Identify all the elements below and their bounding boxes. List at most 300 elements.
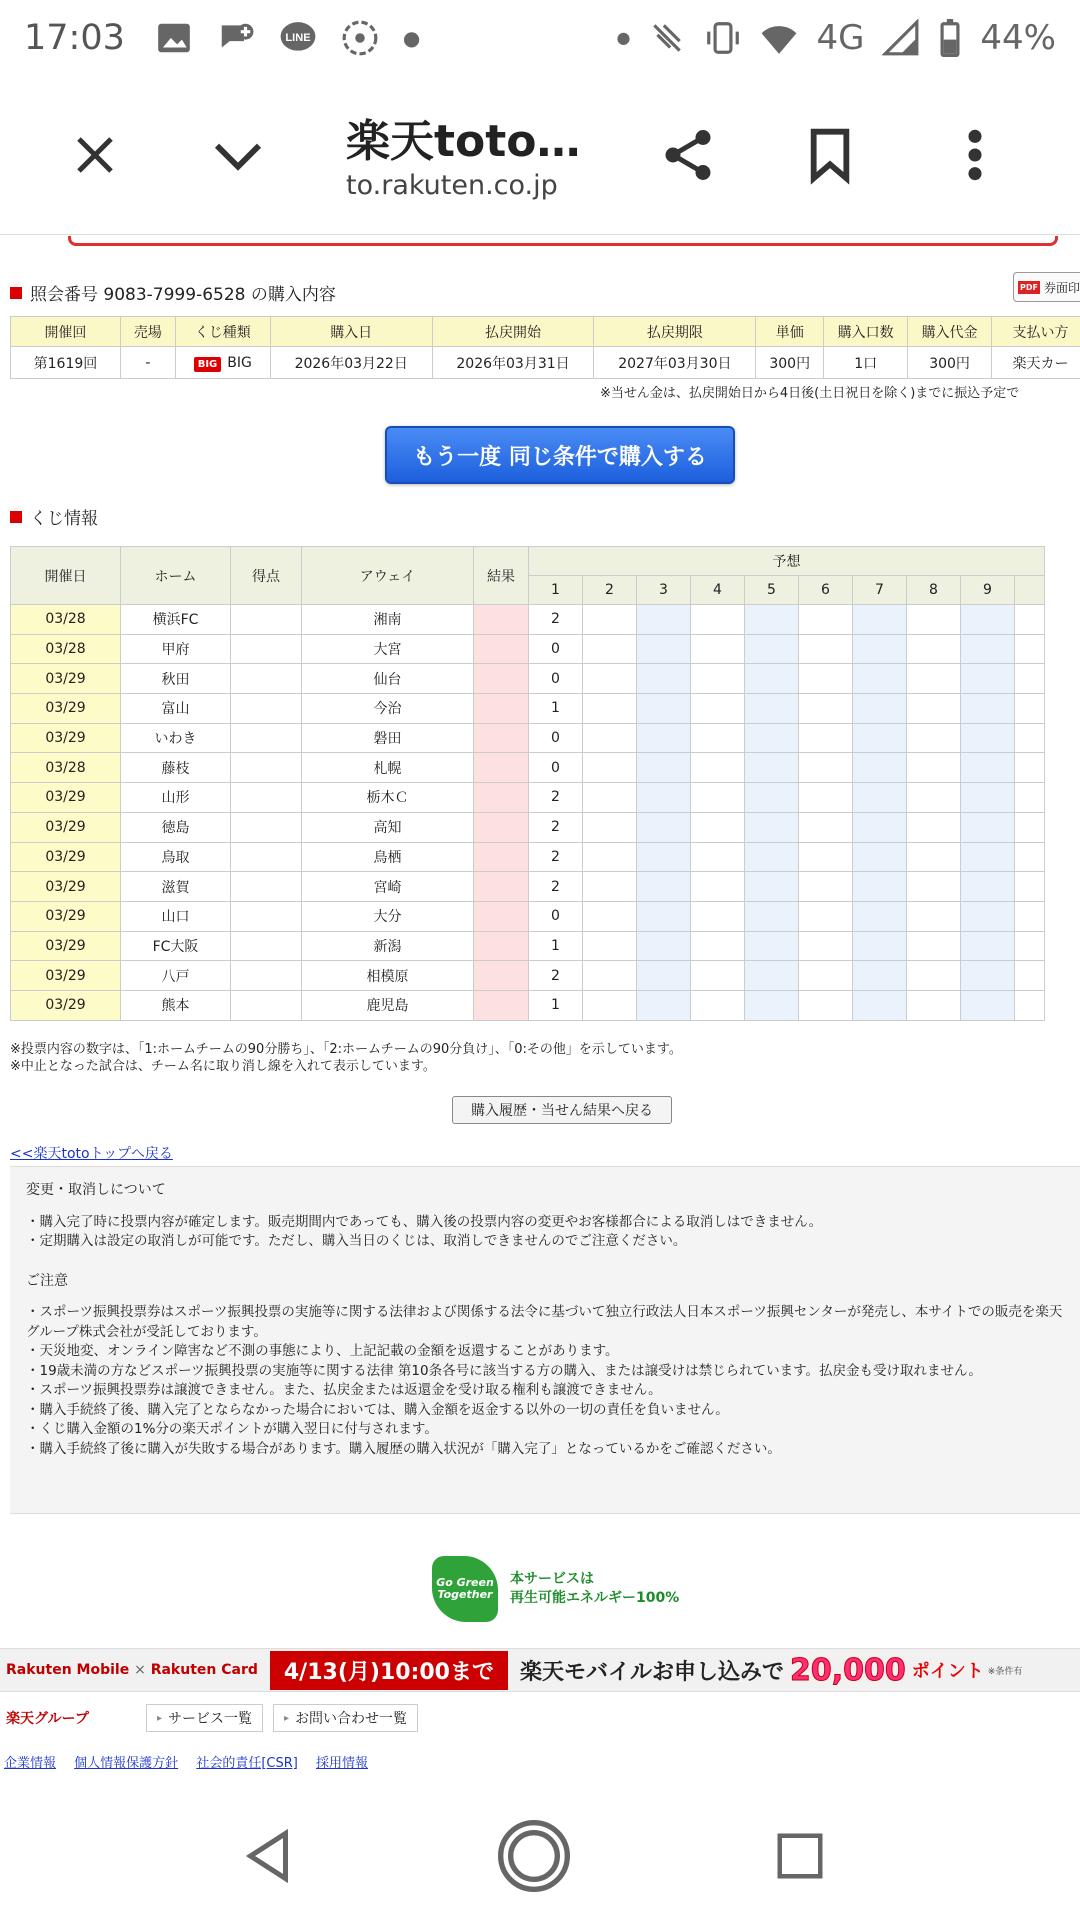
brand-sep: × [134,1662,146,1678]
type-label: BIG [227,354,252,371]
prediction-slot-9 [961,961,1015,991]
note-line: ※投票内容の数字は、「1:ホームチームの90分勝ち」、「2:ホームチームの90分負け」、「0:その他」を示しています。 [10,1042,682,1057]
col-header: 購入代金 [908,317,992,347]
match-date: 03/28 [11,753,121,783]
prediction-slot-7 [853,901,907,931]
col-header: 購入口数 [824,317,908,347]
prediction-slot-6 [799,872,853,902]
away-team: 札幌 [302,753,474,783]
prediction-slot-extra [1015,723,1045,753]
prediction-slot-1: 0 [529,634,583,664]
away-team: 大宮 [302,634,474,664]
col-header: 単価 [756,317,824,347]
line-app-icon [279,19,317,57]
prediction-slot-9 [961,634,1015,664]
close-icon [71,131,119,179]
prediction-slot-2 [583,990,637,1020]
prediction-slot-extra [1015,812,1045,842]
prediction-slot-9 [961,664,1015,694]
match-row [11,634,1045,664]
prediction-slot-3 [637,812,691,842]
home-team: 横浜FC [121,605,231,635]
prediction-slot-5 [745,812,799,842]
more-menu-button[interactable] [935,115,1015,195]
signal-icon [882,19,920,57]
prediction-notes [10,1041,682,1075]
info-item: ・天災地変、オンライン障害など不測の事態により、上記記載の金額を返還することがあります。 [26,1343,619,1359]
prediction-slot-5 [745,664,799,694]
lottery-heading-text: くじ情報 [30,509,98,529]
prediction-slot-5 [745,901,799,931]
home-team: 藤枝 [121,753,231,783]
match-date: 03/28 [11,634,121,664]
prediction-slot-3 [637,694,691,724]
footer-link[interactable]: 個人情報保護方針 [74,1756,179,1771]
prediction-slot-1: 2 [529,783,583,813]
prediction-slot-4 [691,753,745,783]
note-line: ※中止となった試合は、チーム名に取り消し線を入れて表示しています。 [10,1059,436,1074]
prediction-slot-6 [799,990,853,1020]
home-nav-button[interactable] [494,1816,574,1896]
chat-add-icon [217,19,255,57]
prediction-slot-7 [853,664,907,694]
prediction-slot-8 [907,842,961,872]
prediction-slot-extra [1015,694,1045,724]
prediction-slot-2 [583,901,637,931]
prediction-slot-7 [853,812,907,842]
match-date: 03/29 [11,842,121,872]
match-date: 03/29 [11,664,121,694]
contact-list-button[interactable]: ▸ お問い合わせ一覧 [273,1704,418,1732]
match-row [11,931,1045,961]
home-team: FC大阪 [121,931,231,961]
recents-nav-button[interactable] [760,1816,840,1896]
pdf-ticket-button[interactable] [1013,272,1080,302]
home-team: 熊本 [121,990,231,1020]
prediction-slot-extra [1015,872,1045,902]
prediction-slot-6 [799,634,853,664]
match-row [11,872,1045,902]
prediction-slot-3 [637,634,691,664]
prediction-slot-3 [637,605,691,635]
info-item: ・定期購入は設定の取消しが可能です。ただし、購入当日のくじは、取消しできませんのでご注意ください。 [26,1233,687,1249]
prediction-slot-5 [745,872,799,902]
prediction-slot-4 [691,723,745,753]
recents-square-icon [773,1829,827,1883]
more-vert-icon [965,127,985,183]
rebuy-button[interactable]: もう一度 同じ条件で購入する [385,426,735,484]
home-team: 滋賀 [121,872,231,902]
prediction-slot-6 [799,723,853,753]
promo-banner[interactable] [0,1648,1080,1692]
page-title: 楽天toto… [346,116,581,167]
prediction-slot-3 [637,931,691,961]
prediction-header: 予想 [529,547,1045,576]
prediction-slot-extra [1015,664,1045,694]
prediction-slot-1: 2 [529,605,583,635]
back-nav-button[interactable] [228,1816,308,1896]
prediction-slot-4 [691,842,745,872]
prediction-slot-6 [799,694,853,724]
away-team: 今治 [302,694,474,724]
amount-cell: 300円 [908,347,992,379]
home-team: 甲府 [121,634,231,664]
browser-toolbar [0,75,1080,235]
prediction-slot-9 [961,723,1015,753]
score-cell [231,901,302,931]
score-cell [231,872,302,902]
home-team: 鳥取 [121,842,231,872]
banner-points: 20,000 [790,1652,906,1688]
away-team: 新潟 [302,931,474,961]
result-header: 結果 [474,547,529,605]
lottery-heading [10,504,98,529]
footer-link[interactable]: 採用情報 [315,1756,368,1771]
prediction-slot-4 [691,605,745,635]
banner-date: 4/13(月)10:00まで [270,1651,508,1690]
prediction-slot-4 [691,664,745,694]
minimize-button[interactable] [198,115,278,195]
pdf-button-label: 券面印 [1043,280,1080,295]
away-team: 湘南 [302,605,474,635]
match-row [11,723,1045,753]
prediction-slot-9 [961,605,1015,635]
away-team: 仙台 [302,664,474,694]
match-date: 03/29 [11,990,121,1020]
caution-title: ご注意 [26,1272,68,1289]
info-item: ・購入手続終了後、購入完了とならなかった場合においては、購入金額を返金する以外の一切の責任を負いません。 [26,1401,729,1418]
score-cell [231,605,302,635]
dot-icon: ● [402,25,421,50]
system-nav-bar [0,1786,1080,1920]
home-team: いわき [121,723,231,753]
score-cell [231,723,302,753]
prediction-slot-9 [961,842,1015,872]
prediction-slot-2 [583,753,637,783]
prediction-slot-7 [853,842,907,872]
units-cell: 1口 [824,347,908,379]
rakuten-group-label: 楽天グループ [6,1711,89,1727]
chevron-down-icon [210,127,266,183]
slot-header: 1 [529,576,583,605]
away-team: 大分 [302,901,474,931]
match-date: 03/29 [11,723,121,753]
prediction-slot-7 [853,872,907,902]
prediction-slot-8 [907,872,961,902]
go-green-logo-icon: Go Green Together [432,1556,498,1622]
prediction-slot-5 [745,753,799,783]
prediction-slot-5 [745,931,799,961]
banner-condition: ※条件有 [987,1666,1023,1677]
col-header: 開催回 [11,317,121,347]
battery-icon [938,19,962,57]
match-row [11,753,1045,783]
prediction-slot-5 [745,990,799,1020]
prediction-slot-1: 0 [529,664,583,694]
prediction-slot-2 [583,872,637,902]
brand-mobile: Rakuten Mobile [6,1662,130,1678]
purchase-table [10,316,1080,379]
prediction-slot-8 [907,664,961,694]
prediction-slot-4 [691,783,745,813]
footer-link[interactable]: 企業情報 [4,1756,57,1771]
prediction-slot-5 [745,842,799,872]
match-row [11,694,1045,724]
prediction-slot-3 [637,723,691,753]
unit-price-cell: 300円 [756,347,824,379]
prediction-slot-6 [799,605,853,635]
prediction-slot-6 [799,753,853,783]
bookmark-button[interactable] [790,115,870,195]
square-bullet-icon [10,511,22,523]
change-title: 変更・取消しについて [26,1182,166,1198]
prediction-slot-1: 0 [529,753,583,783]
date-header: 開催日 [11,547,121,605]
info-item: ・くじ購入金額の1%分の楽天ポイントが購入翌日に付与されます。 [26,1421,438,1437]
prediction-slot-1: 1 [529,694,583,724]
prediction-slot-5 [745,783,799,813]
shop-cell: - [120,347,175,379]
prediction-slot-2 [583,605,637,635]
prediction-slot-8 [907,961,961,991]
info-item: ・スポーツ振興投票券は譲渡できません。また、払戻金または返還金を受け取る権利も譲渡できません。 [26,1382,662,1398]
gallery-icon [155,19,193,57]
back-to-history-button[interactable]: 購入履歴・当せん結果へ戻る [452,1096,672,1124]
prediction-slot-9 [961,694,1015,724]
footer-links [4,1752,382,1771]
green-line2: 再生可能エネルギー100% [510,1590,680,1606]
web-content [0,236,1080,1786]
prediction-slot-5 [745,634,799,664]
match-date: 03/29 [11,931,121,961]
home-team: 富山 [121,694,231,724]
slot-header: 7 [853,576,907,605]
prediction-slot-1: 2 [529,961,583,991]
prediction-slot-6 [799,901,853,931]
share-icon [658,125,718,185]
prediction-slot-8 [907,931,961,961]
prediction-slot-4 [691,901,745,931]
prediction-slot-2 [583,812,637,842]
previous-notice-box [68,236,1058,246]
brand-card: Rakuten Card [150,1662,258,1678]
prediction-slot-extra [1015,961,1045,991]
prediction-slot-7 [853,753,907,783]
slot-header: 4 [691,576,745,605]
info-item: ・購入完了時に投票内容が確定します。販売期間内であっても、購入後の投票内容の変更やお客様都合による取消しはできません。 [26,1213,823,1230]
score-cell [231,812,302,842]
prediction-slot-7 [853,990,907,1020]
prediction-slot-8 [907,634,961,664]
home-team: 秋田 [121,664,231,694]
slot-header: 3 [637,576,691,605]
home-team: 山口 [121,901,231,931]
refund-deadline-cell: 2027年03月30日 [594,347,756,379]
match-row [11,961,1045,991]
prediction-slot-6 [799,812,853,842]
prediction-slot-4 [691,634,745,664]
prediction-slot-4 [691,812,745,842]
col-header: 払戻開始 [432,317,594,347]
prediction-slot-5 [745,961,799,991]
prediction-slot-8 [907,694,961,724]
prediction-slot-3 [637,872,691,902]
match-row [11,812,1045,842]
match-row [11,605,1045,635]
away-team: 宮崎 [302,872,474,902]
home-team: 山形 [121,783,231,813]
lottery-table [10,546,1045,1021]
close-tab-button[interactable] [55,115,135,195]
rakuten-footer [0,1696,1080,1740]
score-cell [231,842,302,872]
banner-message: 楽天モバイルお申し込みで [519,1659,784,1685]
result-cell [474,664,529,694]
score-cell [231,961,302,991]
result-cell [474,723,529,753]
prediction-slot-extra [1015,931,1045,961]
prediction-slot-7 [853,605,907,635]
prediction-slot-6 [799,664,853,694]
col-header: 払戻期限 [594,317,756,347]
payout-note: ※当せん金は、払戻開始日から4日後(土日祝日を除く)までに振込予定で [600,386,1020,401]
match-row [11,664,1045,694]
nfc-icon [648,19,686,57]
bookmark-icon [802,125,858,185]
prediction-slot-extra [1015,901,1045,931]
prediction-slot-8 [907,812,961,842]
prediction-slot-9 [961,931,1015,961]
away-team: 鹿児島 [302,990,474,1020]
purchase-heading [10,280,336,305]
away-team: 相模原 [302,961,474,991]
banner-points-label: ポイント [911,1661,984,1682]
dot-icon: ● [616,28,631,47]
purchase-date-cell: 2026年03月22日 [270,347,432,379]
toto-top-link[interactable]: <<楽天totoトップへ戻る [10,1146,173,1162]
prediction-slot-9 [961,812,1015,842]
type-cell [175,347,270,379]
prediction-slot-8 [907,783,961,813]
prediction-slot-1: 2 [529,812,583,842]
pdf-icon: PDF [1020,282,1038,292]
prediction-slot-9 [961,783,1015,813]
slot-header: 8 [907,576,961,605]
page-url[interactable]: to.rakuten.co.jp [346,170,558,201]
prediction-slot-4 [691,931,745,961]
square-bullet-icon [10,287,22,299]
match-date: 03/29 [11,872,121,902]
prediction-slot-7 [853,783,907,813]
info-item: ・購入手続終了後に購入が失敗する場合があります。購入履歴の購入状況が「購入完了」となっているかをご確認ください。 [26,1440,781,1457]
prediction-slot-7 [853,961,907,991]
prediction-slot-1: 2 [529,872,583,902]
slot-header: 9 [961,576,1015,605]
prediction-slot-8 [907,605,961,635]
prediction-slot-4 [691,961,745,991]
match-date: 03/28 [11,605,121,635]
prediction-slot-6 [799,842,853,872]
info-box [10,1166,1080,1514]
slot-header: 6 [799,576,853,605]
lottery-header-row [11,547,1045,576]
slot-header: 2 [583,576,637,605]
svg-text:LINE: LINE [285,31,311,44]
big-logo-icon: BIG [194,357,222,372]
match-row [11,783,1045,813]
match-date: 03/29 [11,783,121,813]
prediction-slot-2 [583,961,637,991]
share-button[interactable] [648,115,728,195]
service-list-button[interactable]: ▸ サービス一覧 [146,1704,263,1732]
col-header: くじ種類 [175,317,270,347]
footer-link[interactable]: 社会的責任[CSR] [196,1756,298,1771]
prediction-slot-extra [1015,842,1045,872]
purchase-heading-text: 照会番号 9083-7999-6528 の購入内容 [30,285,336,305]
refund-start-cell: 2026年03月31日 [432,347,594,379]
result-cell [474,901,529,931]
score-cell [231,783,302,813]
prediction-slot-2 [583,694,637,724]
score-cell [231,931,302,961]
prediction-slot-2 [583,783,637,813]
match-list [11,605,1045,1021]
result-cell [474,990,529,1020]
match-date: 03/29 [11,901,121,931]
away-header: アウェイ [302,547,474,605]
prediction-slot-8 [907,990,961,1020]
prediction-slot-9 [961,872,1015,902]
prediction-slot-3 [637,753,691,783]
wifi-icon [760,19,798,57]
prediction-slot-3 [637,901,691,931]
slot-header-extra [1015,576,1045,605]
result-cell [474,812,529,842]
prediction-slot-5 [745,723,799,753]
prediction-slot-3 [637,990,691,1020]
result-cell [474,634,529,664]
round-cell: 第1619回 [11,347,121,379]
back-triangle-icon [238,1826,298,1886]
home-team: 徳島 [121,812,231,842]
match-date: 03/29 [11,812,121,842]
purchase-table-header [11,317,1080,347]
prediction-slot-8 [907,753,961,783]
result-cell [474,842,529,872]
green-energy-badge [432,1556,679,1622]
prediction-slot-6 [799,931,853,961]
result-cell [474,931,529,961]
slot-header: 5 [745,576,799,605]
prediction-slot-4 [691,990,745,1020]
match-row [11,990,1045,1020]
prediction-slot-extra [1015,990,1045,1020]
vibrate-icon [704,19,742,57]
prediction-slot-extra [1015,753,1045,783]
match-date: 03/29 [11,694,121,724]
prediction-slot-1: 0 [529,901,583,931]
home-circle-icon [494,1814,574,1898]
prediction-slot-1: 1 [529,931,583,961]
prediction-slot-3 [637,664,691,694]
prediction-slot-6 [799,961,853,991]
network-type: 4G [816,17,865,58]
prediction-slot-5 [745,605,799,635]
prediction-slot-6 [799,783,853,813]
prediction-slot-3 [637,783,691,813]
result-cell [474,961,529,991]
prediction-slot-3 [637,961,691,991]
